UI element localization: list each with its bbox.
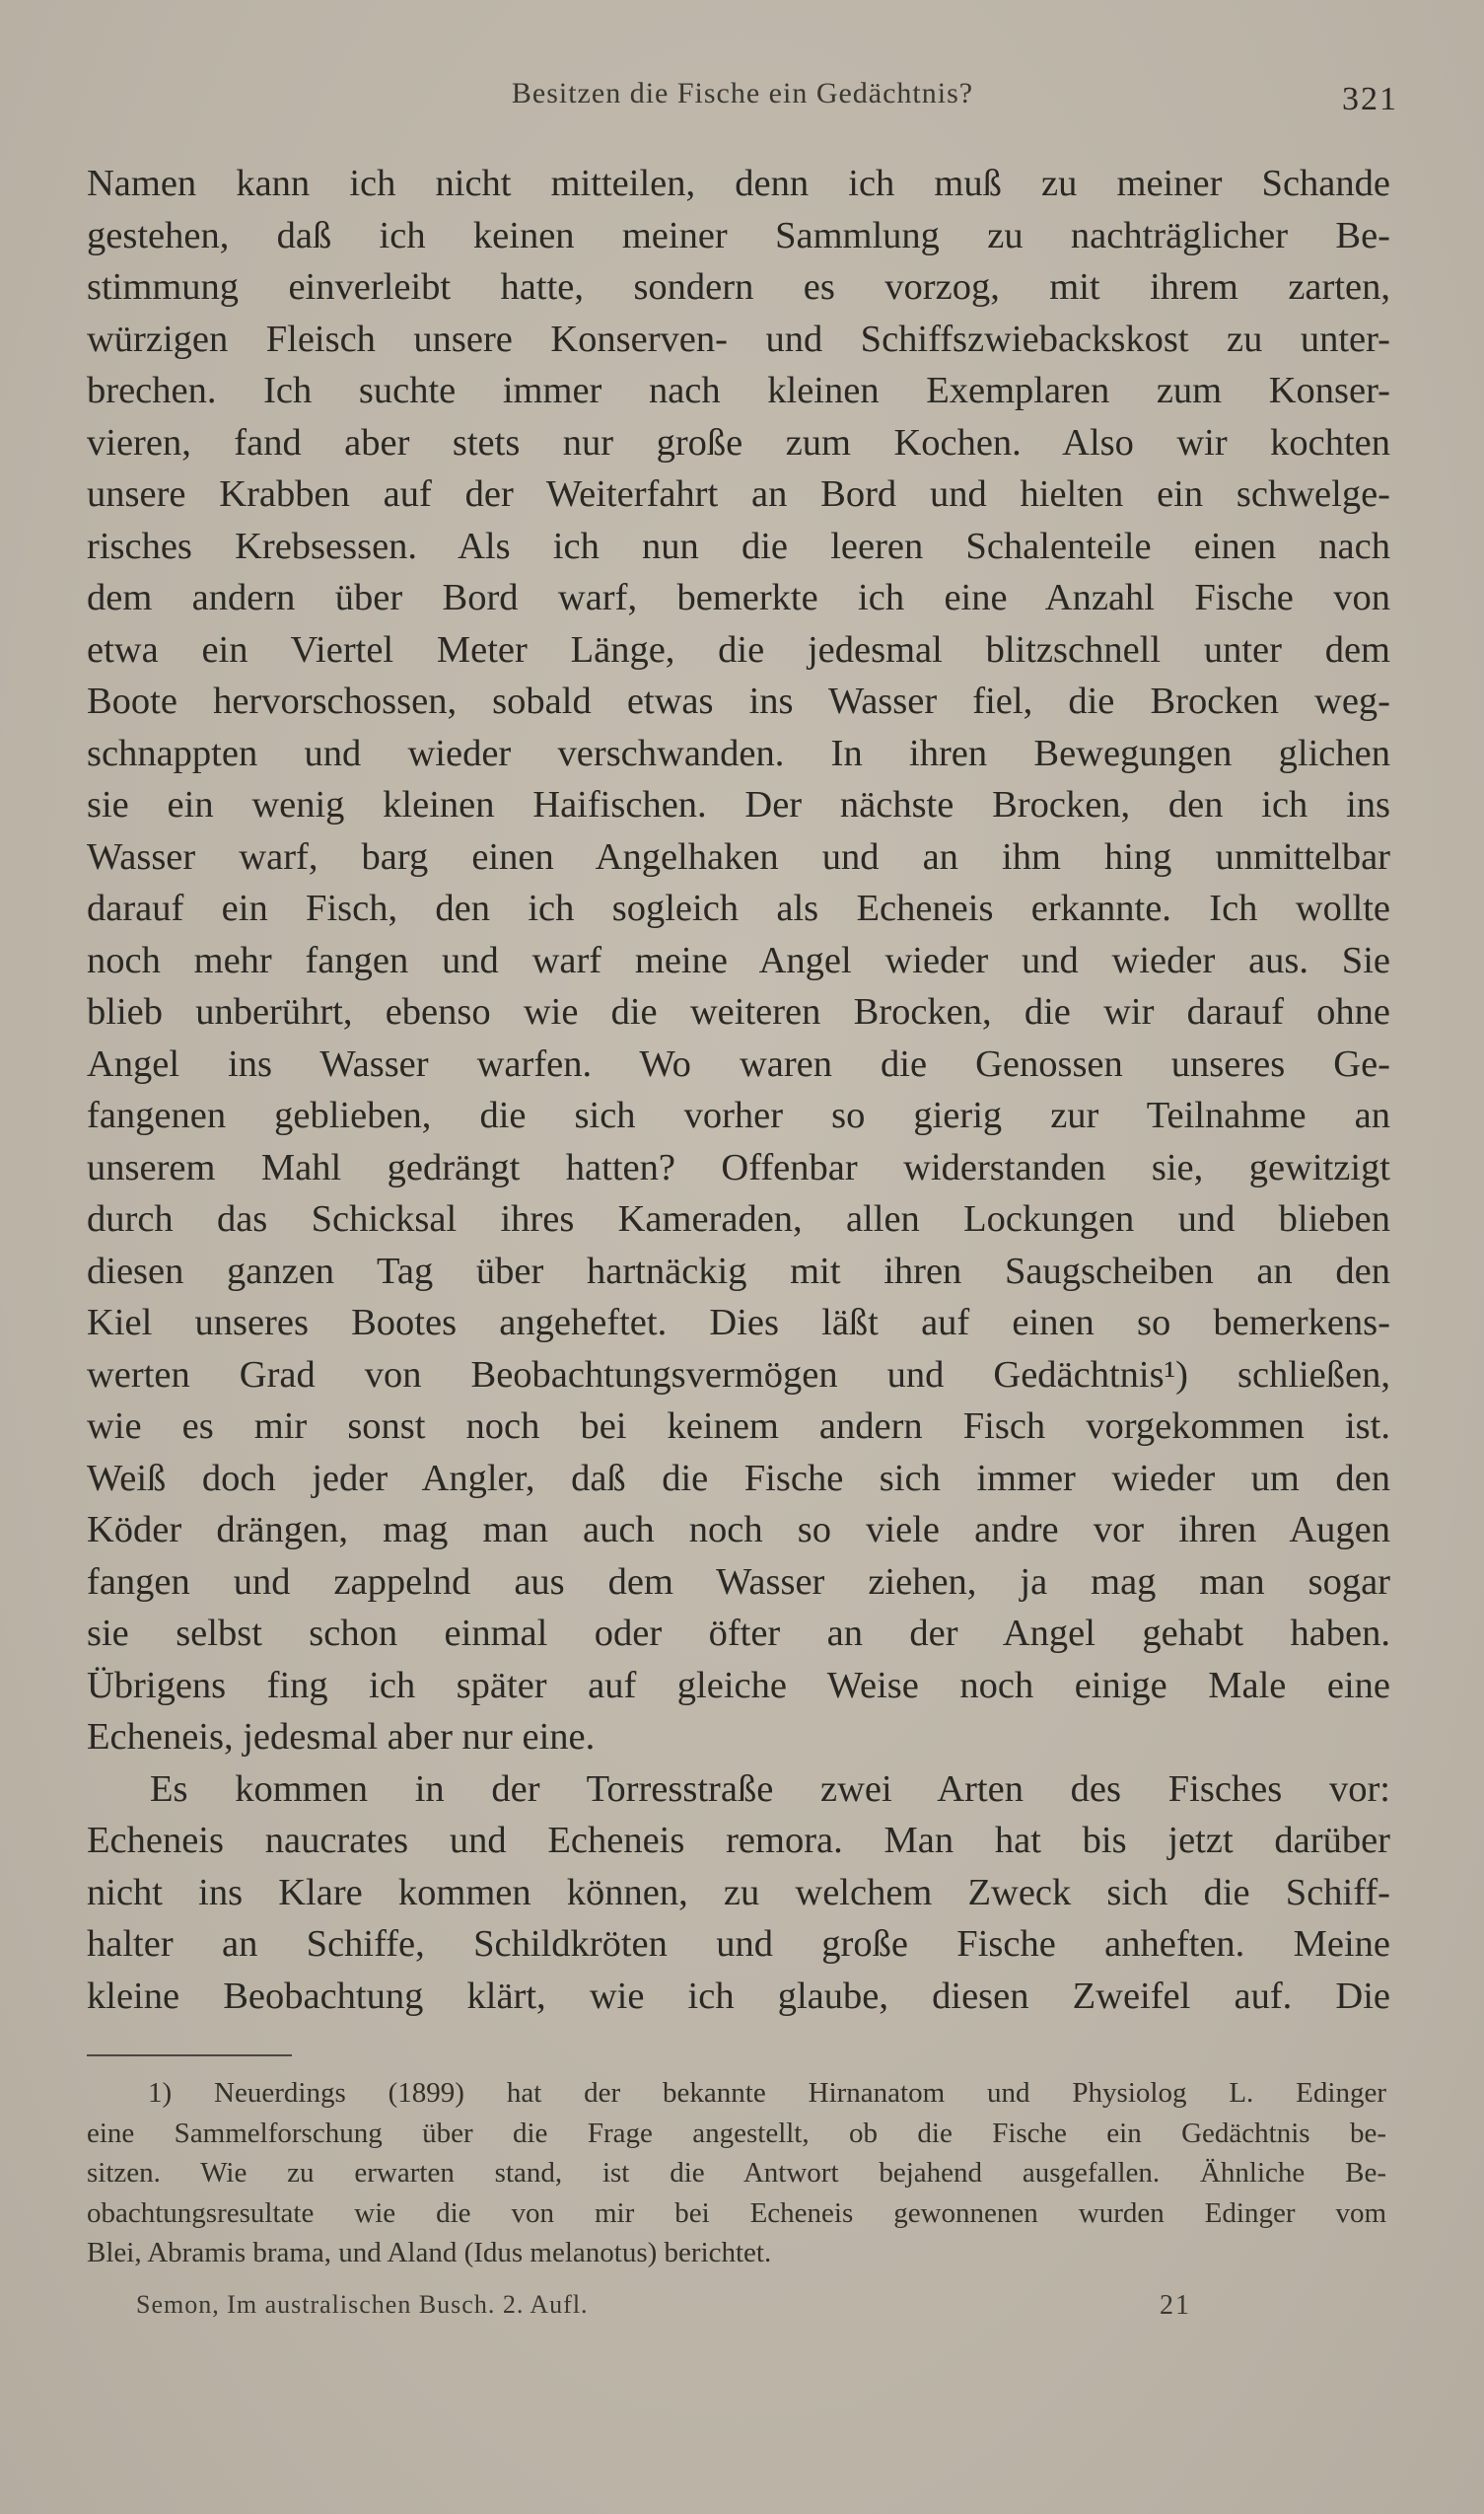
text-line: Köder drängen, mag man auch noch so viele andre vor ihren Augen bbox=[87, 1509, 1390, 1550]
text-line: Boote hervorschossen, sobald etwas ins Wasser fiel, die Brocken weg- bbox=[87, 681, 1390, 722]
text-line: etwa ein Viertel Meter Länge, die jedesmal blitzschnell unter dem bbox=[87, 628, 1390, 671]
page-number: 321 bbox=[1342, 81, 1398, 117]
footnote-line: 1) Neuerdings (1899) hat der bekannte Hirnanatom und Physiolog L. Edinger bbox=[148, 2077, 1386, 2109]
footnote bbox=[87, 2073, 1386, 2273]
signature-number: 21 bbox=[1160, 2290, 1191, 2321]
text-line: unserem Mahl gedrängt hatten? Offenbar widerstanden sie, gewitzigt bbox=[87, 1146, 1390, 1188]
text-line: Echeneis, jedesmal aber nur eine. bbox=[87, 1716, 596, 1758]
text-line: blieb unberührt, ebenso wie die weiteren Brocken, die wir darauf ohne bbox=[87, 991, 1390, 1033]
signature-text: Semon, Im australischen Busch. 2. Aufl. bbox=[136, 2290, 589, 2319]
text-line: risches Krebsessen. Als ich nun die leeren Schalenteile einen nach bbox=[87, 525, 1390, 567]
text-line: fangenen geblieben, die sich vorher so gierig zur Teilnahme an bbox=[87, 1095, 1390, 1136]
text-line: dem andern über Bord warf, bemerkte ich eine Anzahl Fische von bbox=[87, 577, 1390, 618]
text-line: halter an Schiffe, Schildkröten und große Fische anheften. Meine bbox=[87, 1923, 1390, 1965]
text-line: würzigen Fleisch unsere Konserven- und Schiffszwiebackskost zu unter- bbox=[87, 318, 1390, 360]
text-line: stimmung einverleibt hatte, sondern es vorzog, mit ihrem zarten, bbox=[87, 266, 1390, 308]
text-line: wie es mir sonst noch bei keinem andern Fisch vorgekommen ist. bbox=[87, 1405, 1390, 1447]
text-line: durch das Schicksal ihres Kameraden, allen Lockungen und blieben bbox=[87, 1198, 1390, 1240]
body-text bbox=[87, 158, 1390, 2022]
text-line: sie selbst schon einmal oder öfter an der Angel gehabt haben. bbox=[87, 1613, 1390, 1654]
text-line: unsere Krabben auf der Weiterfahrt an Bord und hielten ein schwelge- bbox=[87, 473, 1390, 515]
text-line: fangen und zappelnd aus dem Wasser ziehen, ja mag man sogar bbox=[87, 1560, 1390, 1603]
text-line: Weiß doch jeder Angler, daß die Fische sich immer wieder um den bbox=[87, 1457, 1390, 1499]
running-head bbox=[87, 77, 1398, 126]
footnote-line: obachtungsresultate wie die von mir bei Echeneis gewonnenen wurden Edinger vom bbox=[87, 2196, 1386, 2229]
text-line: Kiel unseres Bootes angeheftet. Dies läßt auf einen so bemerkens- bbox=[87, 1302, 1390, 1343]
text-line: schnappten und wieder verschwanden. In ihren Bewegungen glichen bbox=[87, 732, 1390, 774]
text-line: Es kommen in der Torresstraße zwei Arten des Fisches vor: bbox=[150, 1767, 1390, 1810]
text-line: brechen. Ich suchte immer nach kleinen Exemplaren zum Konser- bbox=[87, 370, 1390, 411]
footnote-line: eine Sammelforschung über die Frage angestellt, ob die Fische ein Gedächtnis be- bbox=[87, 2117, 1386, 2149]
footnote-divider bbox=[87, 2054, 292, 2056]
running-title: Besitzen die Fische ein Gedächtnis? bbox=[511, 77, 974, 109]
text-line: gestehen, daß ich keinen meiner Sammlung zu nachträglicher Be- bbox=[87, 214, 1390, 256]
text-line: noch mehr fangen und warf meine Angel wieder und wieder aus. Sie bbox=[87, 939, 1390, 981]
text-line: Übrigens fing ich später auf gleiche Weise noch einige Male eine bbox=[87, 1664, 1390, 1706]
text-line: kleine Beobachtung klärt, wie ich glaube, diesen Zweifel auf. Die bbox=[87, 1975, 1390, 2017]
text-line: nicht ins Klare kommen können, zu welchem Zweck sich die Schiff- bbox=[87, 1871, 1390, 1913]
text-line: Echeneis naucrates und Echeneis remora. Man hat bis jetzt darüber bbox=[87, 1820, 1390, 1861]
text-line: vieren, fand aber stets nur große zum Kochen. Also wir kochten bbox=[87, 421, 1390, 464]
text-line: sie ein wenig kleinen Haifischen. Der nächste Brocken, den ich ins bbox=[87, 784, 1390, 826]
text-line: Wasser warf, barg einen Angelhaken und an ihm hing unmittelbar bbox=[87, 835, 1390, 878]
text-line: Namen kann ich nicht mitteilen, denn ich muß zu meiner Schande bbox=[87, 163, 1390, 204]
text-line: Angel ins Wasser warfen. Wo waren die Genossen unseres Ge- bbox=[87, 1042, 1390, 1085]
text-line: werten Grad von Beobachtungsvermögen und Gedächtnis¹) schließen, bbox=[87, 1353, 1390, 1396]
text-line: darauf ein Fisch, den ich sogleich als Echeneis erkannte. Ich wollte bbox=[87, 888, 1390, 929]
footnote-line: sitzen. Wie zu erwarten stand, ist die Antwort bejahend ausgefallen. Ähnliche Be- bbox=[87, 2157, 1386, 2189]
footnote-line: Blei, Abramis brama, und Aland (Idus melanotus) berichtet. bbox=[87, 2237, 772, 2268]
text-line: diesen ganzen Tag über hartnäckig mit ihren Saugscheiben an den bbox=[87, 1250, 1390, 1292]
